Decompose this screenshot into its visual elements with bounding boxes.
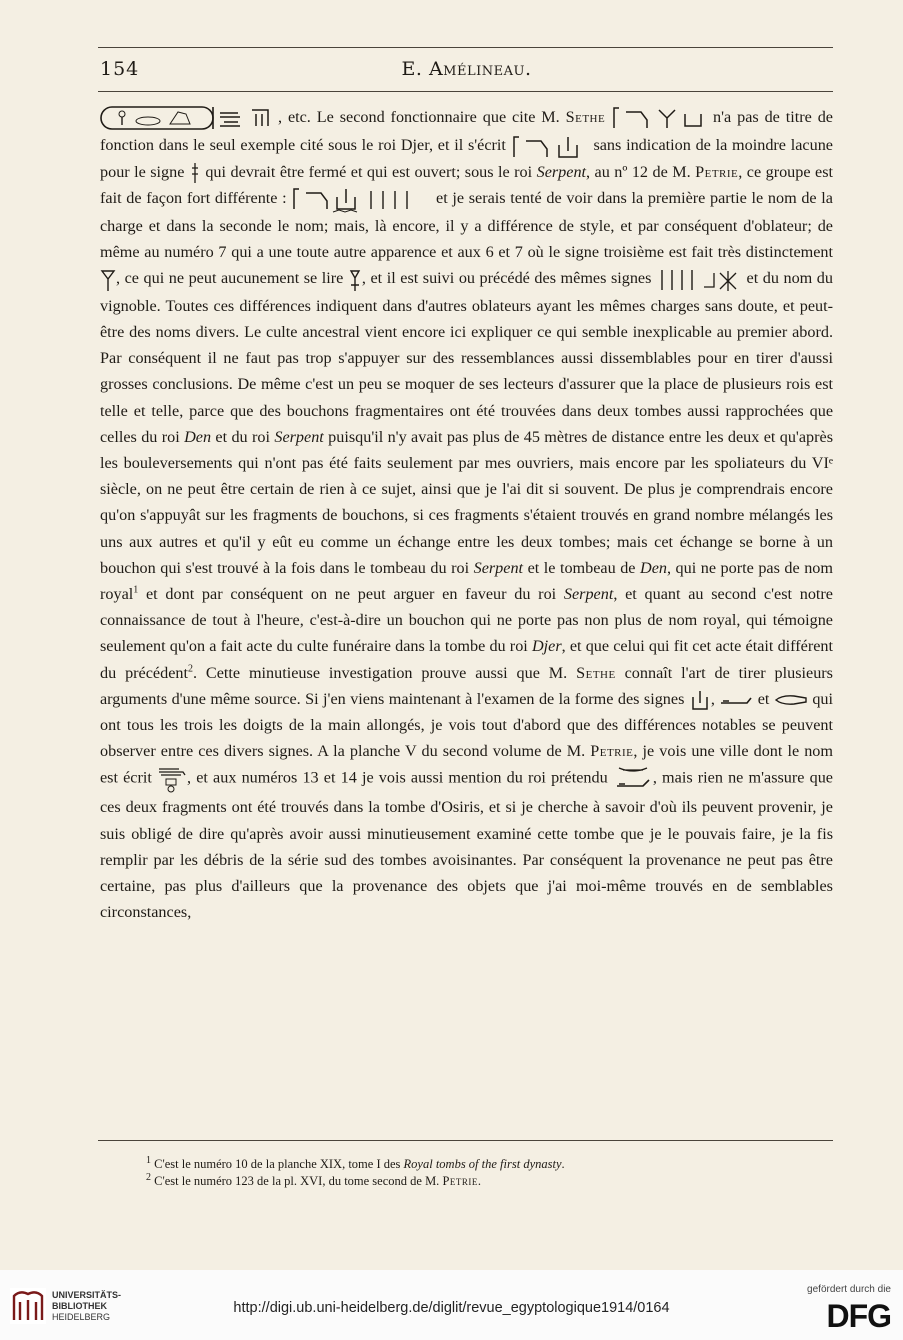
viewer-footer (0, 1270, 903, 1340)
footnote-rule (98, 1140, 833, 1141)
hieroglyph-group (291, 185, 431, 213)
dfg-logo: DFG (826, 1298, 891, 1334)
hieroglyph-sign (348, 268, 362, 292)
hieroglyph-sign (719, 692, 753, 708)
hieroglyph-group (611, 106, 707, 130)
body-text (100, 104, 833, 925)
running-title: E. Amélineau. (401, 58, 532, 80)
library-name: UNIVERSITÄTS- BIBLIOTHEK HEIDELBERG (52, 1290, 122, 1322)
footnote-ref[interactable]: 1 (133, 584, 139, 596)
page-number: 154 (100, 58, 140, 80)
header-top-rule (98, 47, 833, 48)
hieroglyph-sign (689, 689, 711, 711)
hieroglyph-group (511, 135, 589, 159)
footnote: $^2$ C'est le numéro 123 de la pl. XVI, du tome second de M. Petrie. (146, 1171, 482, 1188)
header-bottom-rule (98, 91, 833, 92)
paragraph: , etc. Le second fonctionnaire que cite M. Sethe n'a pas de titre de fonction dans le seul exemple cité sous le roi Djer, et il s'écrit sans indication de la moindre lacune pour le signe qui devrait être fermé et qui est ouvert; sous le roi Serpent, au nº 12 de M. Petrie, ce groupe est fait de façon fort différente : et je serais tenté de voir dans la première partie le nom de la charge et dans la seconde le nom; mais, là encore, il y a différence de style, et par conséquent d'oblateur; de même au numéro 7 qui a une toute autre apparence et aux 6 et 7 où le signe troisième est fait très distinctement , ce qui ne peut aucunement se lire , et il est suivi ou précédé des mêmes signes et du nom du vignoble. Toutes ces différences indiquent dans d'autres oblateurs ayant les mêmes charges sans doute, et peut-être des noms divers. Le culte ancestral vient encore ici expliquer ce qui semble inexplicable au premier abord. Par conséquent il ne faut pas trop s'appuyer sur des ressemblances aussi dissemblables pour en tirer d'aussi grosses conclusions. De même c'est un peu se moquer de ses lecteurs d'assurer que la place de plusieurs rois est telle et telle, parce que des bouchons fragmentaires ont été trouvées dans deux tombes aussi rapprochées que celles du roi Den et du roi Serpent puisqu'il n'y avait pas plus de 45 mètres de distance entre les deux et qu'après les bouleversements qui n'ont pas été faits seulement par mes ouvriers, mais encore par les spoliateurs du VIᵉ siècle, on ne peut être certain de rien à ce sujet, ainsi que je l'ai dit si souvent. De plus je comprendrais encore qu'on s'appuyât sur les fragments de bouchons, si ces fragments s'étaient trouvés en grand nombre mélangés les uns aux autres et qu'il y eût eu comme un échange entre les deux tombes; mais cet échange se borne à un bouchon qui s'est trouvé à la fois dans le tombeau du roi Serpent et le tombeau de Den, qui ne porte pas de nom royal$^1$ et dont par conséquent on ne peut arguer en faveur du roi Serpent, et quant au second c'est notre connaissance de tout à l'heure, c'est-à-dire un bouchon qui ne porte pas non plus de nom royal, qui témoigne seulement qu'on a fait acte du culte funéraire dans la tombe du roi Djer, et que celui qui fit cet acte était différent du précédent$^2$. Cette minutieuse investigation prouve aussi que M. Sethe connaît l'art de tirer plusieurs arguments d'une même source. Si j'en viens maintenant à l'examen de la forme des signes , et qui ont tous les trois les doigts de la main allongés, je vois tout d'abord que des différences notables se peuvent observer entre ces divers signes. A la planche V du second volume de M. Petrie, je vois une ville dont le nom est écrit , et aux numéros 13 et 14 je vois aussi mention du roi prétendu , mais rien ne m'assure que ces deux fragments ont été trouvés dans la tombe d'Osiris, et si je cherche à savoir d'où ils peuvent provenir, je suis obligé de dire qu'après avoir aussi minutieusement examiné cette tombe que je le pouvais faire, je la fis remplir par les débris de la série sud des tombes avoisinantes. Par conséquent la provenance ne peut pas être certaine, pas plus d'ailleurs que la provenance des objets que j'ai moi-même trouvés en de semblables circonstances, (100, 104, 833, 925)
cartouche-hieroglyph (100, 104, 278, 132)
footnote: $^1$ C'est le numéro 10 de la planche XIX, tome I des Royal tombs of the first dynasty. (146, 1154, 565, 1171)
page-header (100, 58, 833, 88)
hieroglyph-group (613, 764, 653, 794)
permalink[interactable]: http://digi.ub.uni-heidelberg.de/diglit/revue_egyptologique1914/0164 (233, 1300, 670, 1316)
footnotes (100, 1156, 833, 1190)
sponsor-label: gefördert durch die (807, 1284, 891, 1295)
hieroglyph-sign (100, 268, 116, 292)
footnote-ref[interactable]: 2 (187, 663, 193, 675)
hieroglyph-sign (774, 692, 808, 708)
hieroglyph-sign (189, 162, 201, 184)
hieroglyph-group (157, 765, 187, 793)
hieroglyph-group (656, 267, 742, 293)
